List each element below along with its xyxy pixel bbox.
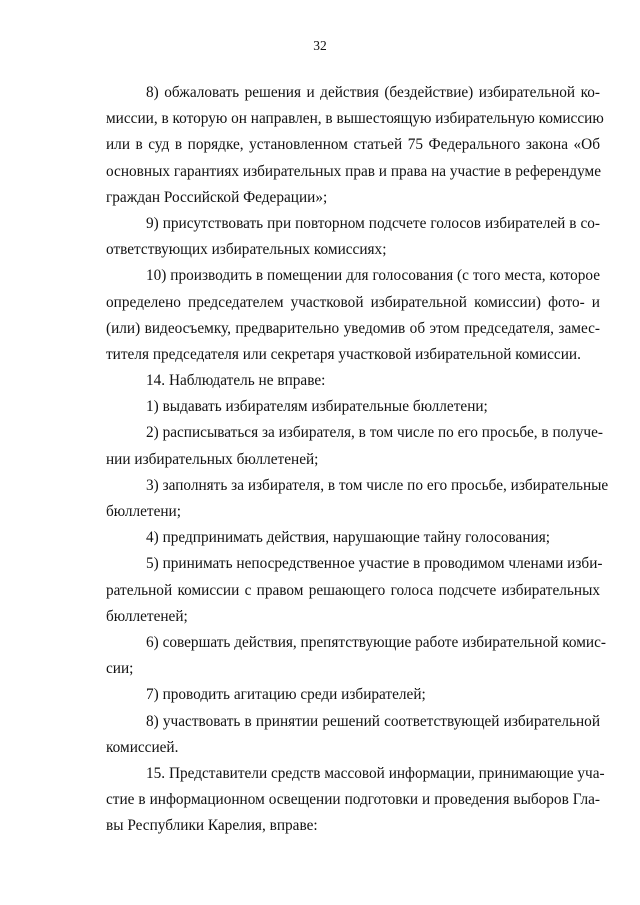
text-line: бюллетеней; [106,607,188,625]
text-line: 7) проводить агитацию среди избирателей; [146,686,426,704]
text-line: 1) выдавать избирателям избирательные бюллетени; [146,398,488,416]
text-line: стие в информационном освещении подготовки и проведения выборов Гла- [106,791,600,809]
text-line: 6) совершать действия, препятствующие работе избирательной комис- [146,633,607,651]
text-line: основных гарантиях избирательных прав и права на участие в референдуме [106,162,601,180]
text-line: вы Республики Карелия, вправе: [106,817,318,835]
body-text [106,80,609,839]
text-line: 5) принимать непосредственное участие в проводимом членами изби- [146,555,603,573]
text-line: комиссией. [106,738,179,756]
page-number: 32 [313,38,327,53]
text-line: бюллетени; [106,503,181,520]
text-line: тителя председателя или секретаря участковой избирательной комиссии. [106,345,581,363]
text-line: 10) производить в помещении для голосования (с того места, которое [146,267,600,285]
text-line: 15. Представители средств массовой информации, принимающие уча- [146,764,605,782]
text-line: или в суд в порядке, установленном статьей 75 Федерального закона «Об [106,136,600,154]
text-line: 14. Наблюдатель не вправе: [146,372,326,390]
text-line: сии; [106,660,134,678]
text-line: рательной комиссии с правом решающего голоса подсчете избирательных [106,581,600,599]
text-line: 4) предпринимать действия, нарушающие тайну голосования; [146,529,551,547]
text-line: миссии, в которую он направлен, в вышестоящую избирательную комиссию [106,110,604,128]
text-line: определено председателем участковой избирательной комиссии) фото- и [106,293,600,311]
text-line: 8) обжаловать решения и действия (бездействие) избирательной ко- [146,84,600,101]
text-line: 8) участвовать в принятии решений соответствующей избирательной [146,712,600,730]
text-line: граждан Российской Федерации»; [106,188,328,206]
text-line: 3) заполнять за избирателя, в том числе по его просьбе, избирательные [146,476,609,494]
text-line: 9) присутствовать при повторном подсчете голосов избирателей в со- [146,214,600,232]
text-line: ответствующих избирательных комиссиях; [106,241,387,259]
text-line: 2) расписываться за избирателя, в том числе по его просьбе, в получе- [146,424,603,442]
text-line: нии избирательных бюллетеней; [106,450,319,468]
text-line: (или) видеосъемку, предварительно уведомив об этом председателя, замес- [106,319,600,337]
